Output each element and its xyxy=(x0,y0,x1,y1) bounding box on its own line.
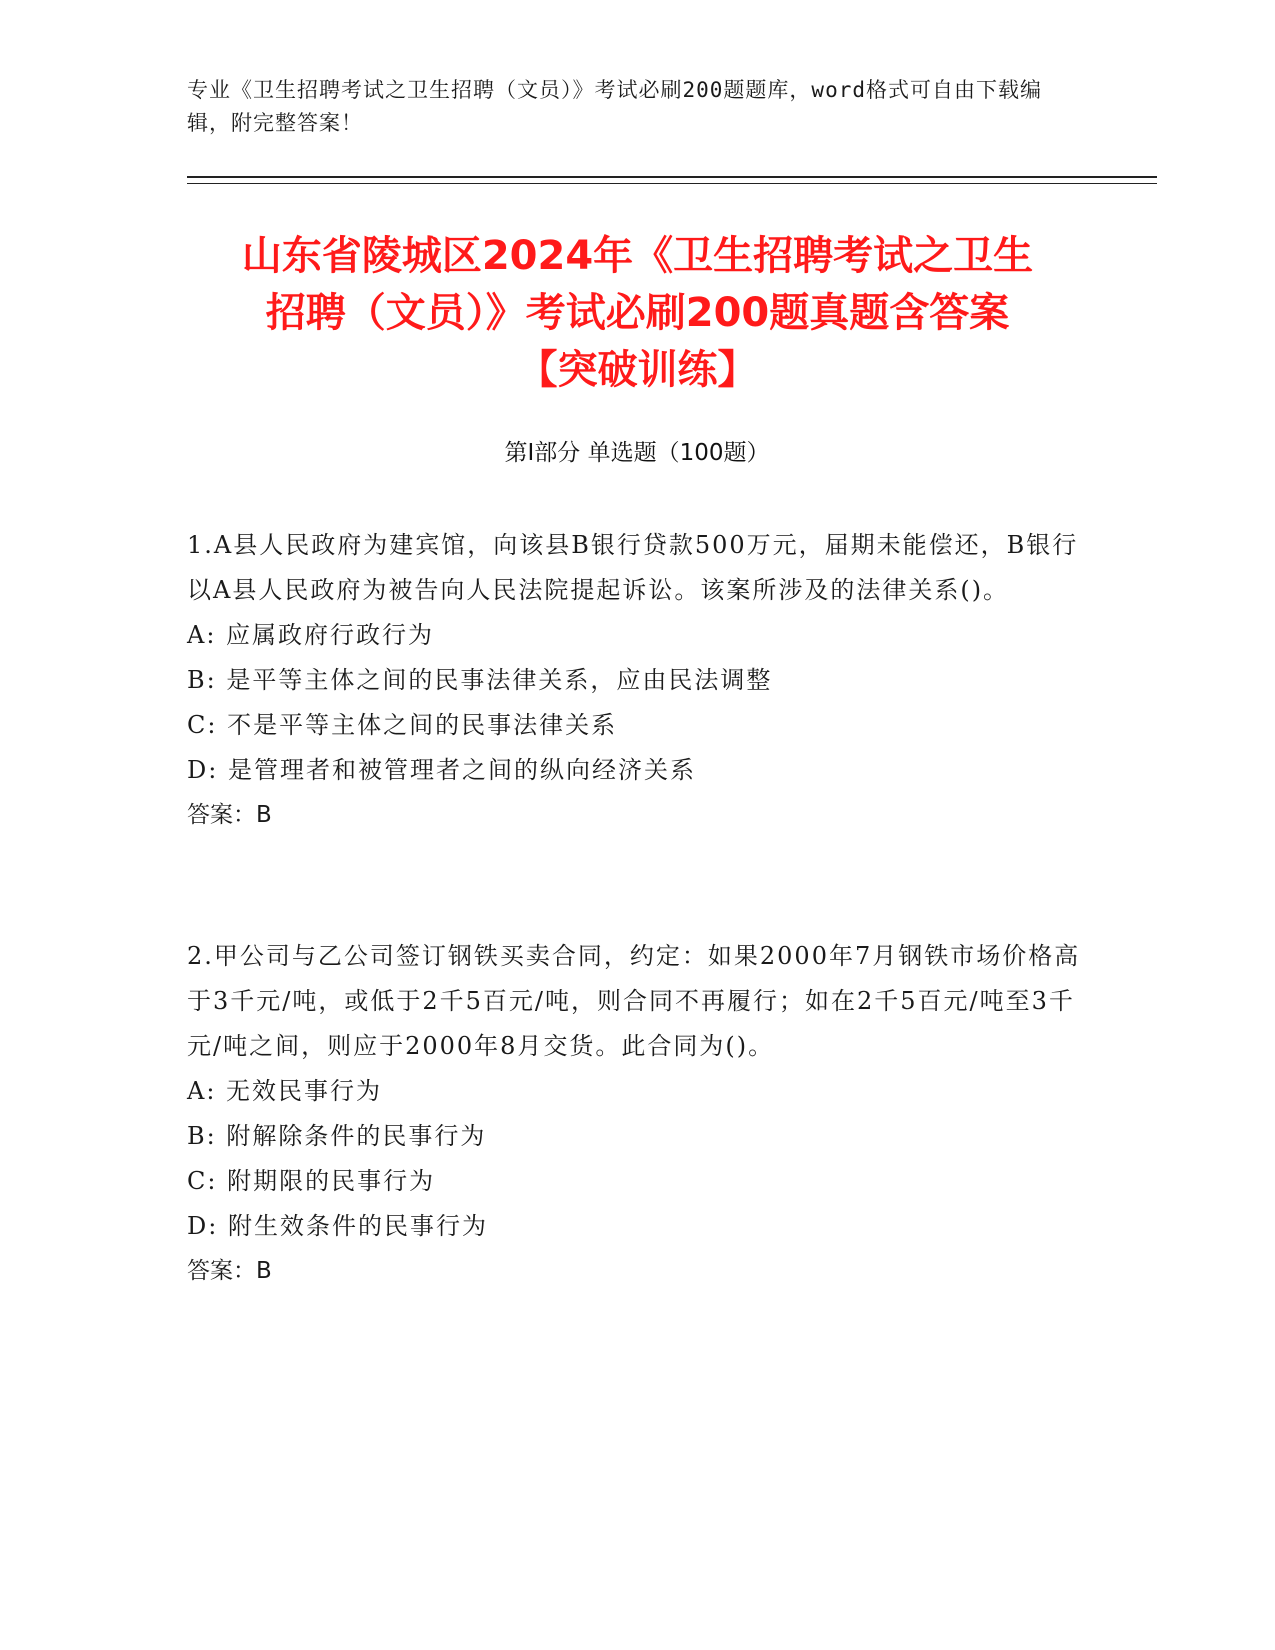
answer: 答案：B xyxy=(187,1258,272,1284)
option-b: B: 附解除条件的民事行为 xyxy=(187,1122,487,1150)
title-line-3: 【突破训练】 xyxy=(517,347,758,393)
option-d: D: 是管理者和被管理者之间的纵向经济关系 xyxy=(187,756,696,784)
header-note: 专业《卫生招聘考试之卫生招聘（文员）》考试必刷200题题库，word格式可自由下载编辑，附完整答案！ xyxy=(187,78,1042,135)
header-divider-thick xyxy=(187,176,1157,178)
option-a: A: 无效民事行为 xyxy=(187,1077,383,1105)
title-line-1: 山东省陵城区2024年《卫生招聘考试之卫生 xyxy=(241,233,1034,279)
document-title xyxy=(140,228,1135,399)
question-stem: 1.A县人民政府为建宾馆，向该县B银行贷款500万元，届期未能偿还，B银行以A县人民政府为被告向人民法院提起诉讼。该案所涉及的法律关系()。 xyxy=(187,531,1079,604)
option-b: B: 是平等主体之间的民事法律关系，应由民法调整 xyxy=(187,666,773,694)
section-title: 第Ⅰ部分 单选题（100题） xyxy=(504,440,770,466)
question-2 xyxy=(187,934,1087,1294)
option-d: D: 附生效条件的民事行为 xyxy=(187,1212,488,1240)
option-c: C: 不是平等主体之间的民事法律关系 xyxy=(187,711,618,739)
header-divider-thin xyxy=(187,183,1157,184)
answer: 答案：B xyxy=(187,802,272,828)
option-c: C: 附期限的民事行为 xyxy=(187,1167,436,1195)
option-a: A: 应属政府行政行为 xyxy=(187,621,435,649)
question-1 xyxy=(187,523,1087,838)
title-line-2: 招聘（文员）》考试必刷200题真题含答案 xyxy=(265,290,1010,336)
question-stem: 2.甲公司与乙公司签订钢铁买卖合同，约定：如果2000年7月钢铁市场价格高于3千元/吨，或低于2千5百元/吨，则合同不再履行；如在2千5百元/吨至3千元/吨之间，则应于2000年8月交货。此合同为()。 xyxy=(187,942,1081,1060)
